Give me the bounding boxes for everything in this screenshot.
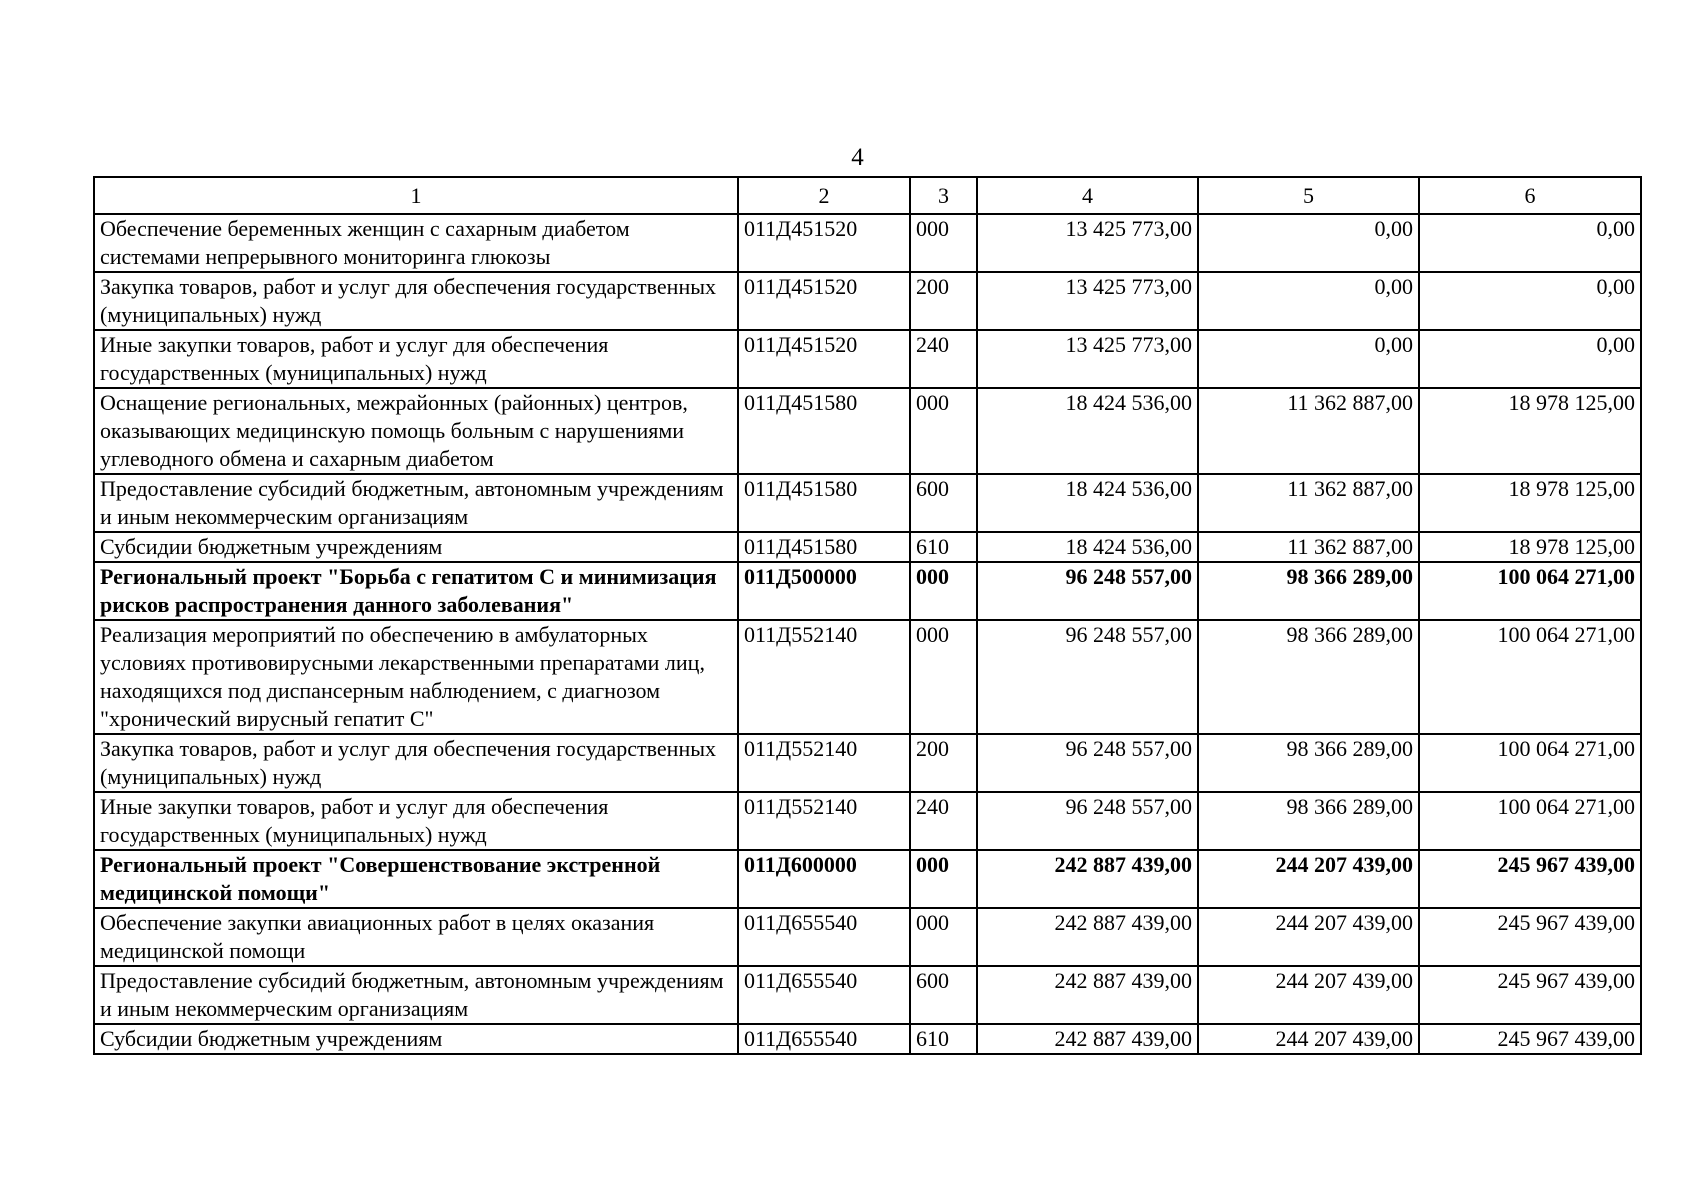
table-row [94, 388, 1641, 474]
row-name: Реализация мероприятий по обеспечению в амбулаторных условиях противовирусными лекарственными препаратами лиц, находящихся под диспансерным наблюдением, с диагнозом "хронический вирусный гепатит С" [94, 620, 738, 734]
row-value-4: 242 887 439,00 [977, 908, 1198, 966]
row-code: 011Д451520 [738, 272, 910, 330]
row-code: 011Д500000 [738, 562, 910, 620]
col-header-5: 5 [1198, 177, 1419, 214]
row-name: Оснащение региональных, межрайонных (районных) центров, оказывающих медицинскую помощь больным с нарушениями углеводного обмена и сахарным диабетом [94, 388, 738, 474]
row-value-4: 96 248 557,00 [977, 620, 1198, 734]
row-value-5: 244 207 439,00 [1198, 966, 1419, 1024]
row-type: 610 [910, 532, 977, 562]
row-type: 200 [910, 272, 977, 330]
row-code: 011Д451580 [738, 474, 910, 532]
row-name: Предоставление субсидий бюджетным, автономным учреждениям и иным некоммерческим организациям [94, 966, 738, 1024]
row-value-4: 18 424 536,00 [977, 532, 1198, 562]
row-value-6: 100 064 271,00 [1419, 562, 1641, 620]
row-type: 600 [910, 966, 977, 1024]
row-value-5: 98 366 289,00 [1198, 562, 1419, 620]
col-header-2: 2 [738, 177, 910, 214]
row-type: 240 [910, 792, 977, 850]
row-name: Обеспечение беременных женщин с сахарным диабетом системами непрерывного мониторинга глюкозы [94, 214, 738, 272]
row-code: 011Д552140 [738, 792, 910, 850]
row-type: 000 [910, 620, 977, 734]
table-row-project [94, 562, 1641, 620]
row-type: 000 [910, 850, 977, 908]
row-code: 011Д655540 [738, 1024, 910, 1054]
row-value-6: 100 064 271,00 [1419, 620, 1641, 734]
row-value-5: 244 207 439,00 [1198, 850, 1419, 908]
row-value-6: 245 967 439,00 [1419, 908, 1641, 966]
row-value-4: 96 248 557,00 [977, 562, 1198, 620]
row-code: 011Д451580 [738, 388, 910, 474]
row-value-6: 245 967 439,00 [1419, 850, 1641, 908]
row-type: 000 [910, 388, 977, 474]
budget-table [93, 176, 1642, 1055]
row-value-6: 100 064 271,00 [1419, 792, 1641, 850]
row-code: 011Д655540 [738, 966, 910, 1024]
row-value-6: 245 967 439,00 [1419, 1024, 1641, 1054]
row-code: 011Д451520 [738, 330, 910, 388]
table-row [94, 214, 1641, 272]
row-name: Субсидии бюджетным учреждениям [94, 1024, 738, 1054]
row-name: Иные закупки товаров, работ и услуг для обеспечения государственных (муниципальных) нужд [94, 330, 738, 388]
table-row [94, 1024, 1641, 1054]
row-type: 610 [910, 1024, 977, 1054]
table-row [94, 908, 1641, 966]
row-code: 011Д600000 [738, 850, 910, 908]
row-value-5: 0,00 [1198, 272, 1419, 330]
row-name: Закупка товаров, работ и услуг для обеспечения государственных (муниципальных) нужд [94, 272, 738, 330]
row-type: 000 [910, 908, 977, 966]
row-value-5: 98 366 289,00 [1198, 620, 1419, 734]
table-row [94, 620, 1641, 734]
table-row [94, 272, 1641, 330]
table-row [94, 330, 1641, 388]
row-value-5: 11 362 887,00 [1198, 532, 1419, 562]
table-row [94, 966, 1641, 1024]
row-value-6: 100 064 271,00 [1419, 734, 1641, 792]
row-type: 000 [910, 214, 977, 272]
row-name: Региональный проект "Совершенствование экстренной медицинской помощи" [94, 850, 738, 908]
table-row-project [94, 850, 1641, 908]
row-value-4: 96 248 557,00 [977, 734, 1198, 792]
row-code: 011Д451580 [738, 532, 910, 562]
row-value-6: 0,00 [1419, 214, 1641, 272]
row-value-6: 245 967 439,00 [1419, 966, 1641, 1024]
row-code: 011Д552140 [738, 734, 910, 792]
table-row [94, 474, 1641, 532]
row-value-4: 13 425 773,00 [977, 214, 1198, 272]
row-value-6: 0,00 [1419, 330, 1641, 388]
row-value-5: 244 207 439,00 [1198, 908, 1419, 966]
row-value-6: 18 978 125,00 [1419, 388, 1641, 474]
row-value-5: 0,00 [1198, 214, 1419, 272]
row-value-4: 242 887 439,00 [977, 966, 1198, 1024]
row-value-5: 0,00 [1198, 330, 1419, 388]
row-value-4: 242 887 439,00 [977, 850, 1198, 908]
row-value-4: 13 425 773,00 [977, 272, 1198, 330]
page-number: 4 [851, 144, 864, 171]
row-value-6: 18 978 125,00 [1419, 532, 1641, 562]
row-type: 000 [910, 562, 977, 620]
row-value-5: 11 362 887,00 [1198, 474, 1419, 532]
row-value-6: 0,00 [1419, 272, 1641, 330]
row-value-4: 96 248 557,00 [977, 792, 1198, 850]
row-value-4: 18 424 536,00 [977, 388, 1198, 474]
row-value-4: 13 425 773,00 [977, 330, 1198, 388]
row-code: 011Д451520 [738, 214, 910, 272]
col-header-3: 3 [910, 177, 977, 214]
row-type: 200 [910, 734, 977, 792]
row-value-5: 11 362 887,00 [1198, 388, 1419, 474]
row-name: Иные закупки товаров, работ и услуг для обеспечения государственных (муниципальных) нужд [94, 792, 738, 850]
row-code: 011Д655540 [738, 908, 910, 966]
col-header-1: 1 [94, 177, 738, 214]
table-row [94, 792, 1641, 850]
table-row [94, 734, 1641, 792]
header-row [94, 177, 1641, 214]
row-type: 240 [910, 330, 977, 388]
row-value-5: 98 366 289,00 [1198, 792, 1419, 850]
row-name: Обеспечение закупки авиационных работ в целях оказания медицинской помощи [94, 908, 738, 966]
row-value-4: 242 887 439,00 [977, 1024, 1198, 1054]
col-header-4: 4 [977, 177, 1198, 214]
row-name: Региональный проект "Борьба с гепатитом С и минимизация рисков распространения данного заболевания" [94, 562, 738, 620]
row-name: Субсидии бюджетным учреждениям [94, 532, 738, 562]
row-code: 011Д552140 [738, 620, 910, 734]
row-value-5: 98 366 289,00 [1198, 734, 1419, 792]
row-value-4: 18 424 536,00 [977, 474, 1198, 532]
row-type: 600 [910, 474, 977, 532]
row-name: Закупка товаров, работ и услуг для обеспечения государственных (муниципальных) нужд [94, 734, 738, 792]
row-value-6: 18 978 125,00 [1419, 474, 1641, 532]
row-name: Предоставление субсидий бюджетным, автономным учреждениям и иным некоммерческим организациям [94, 474, 738, 532]
row-value-5: 244 207 439,00 [1198, 1024, 1419, 1054]
col-header-6: 6 [1419, 177, 1641, 214]
table-row [94, 532, 1641, 562]
